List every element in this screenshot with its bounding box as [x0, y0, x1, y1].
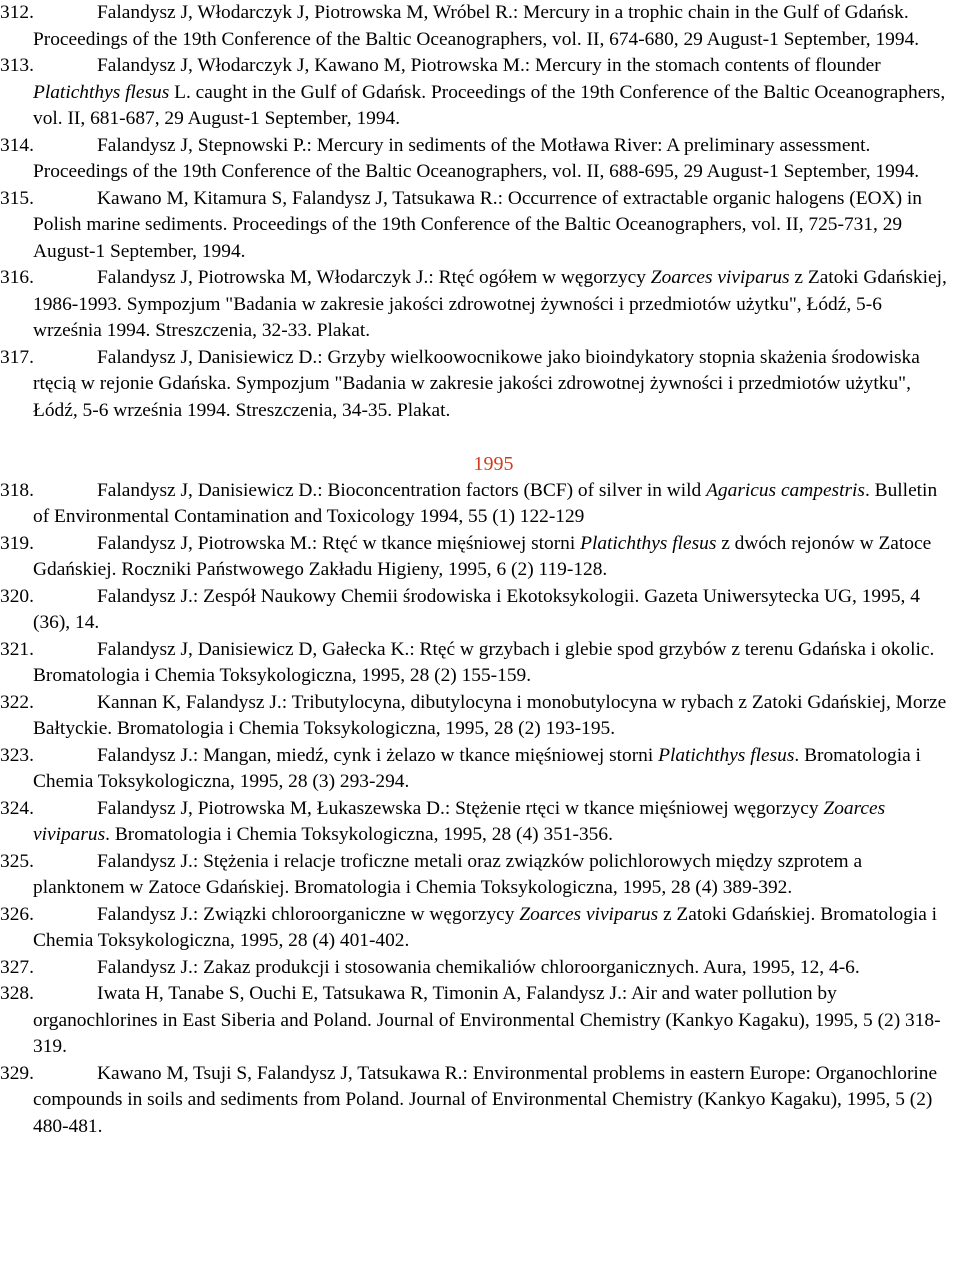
entry-authors: Falandysz J.	[97, 903, 193, 925]
entry-number: 327.	[0, 956, 34, 978]
entry-authors: Falandysz J, Piotrowska M, Włodarczyk J.	[97, 267, 429, 288]
entry-authors: Falandysz J.	[97, 956, 193, 978]
section-spacer	[33, 424, 954, 451]
entry-number: 323.	[0, 744, 34, 766]
species-name: Zoarces viviparus	[33, 797, 886, 845]
entry-text: : Mercury in sediments of the Motława River: A preliminary assessment. Proceedings of the 19th Conference of the Baltic Oceanographers, vol. II, 688-695, 29 August-1 September, 1994.	[33, 134, 920, 182]
entry-text: : Zespół Naukowy Chemii środowiska i Ekotoksykologii. Gazeta Uniwersytecka UG, 1995, 4 (36), 14.	[33, 585, 920, 633]
entry-authors: Falandysz J, Danisiewicz D.	[97, 479, 318, 501]
entry-text: : Stężenie rtęci w tkance mięśniowej węgorzycy	[444, 797, 824, 819]
entry-text: z dwóch rejonów w Zatoce Gdańskiej. Roczniki Państwowego Zakładu Higieny, 1995, 6 (2) 119-128.	[33, 532, 932, 580]
entry-text: : Stężenia i relacje troficzne metali oraz związków polichlorowych między szprotem a planktonem w Zatoce Gdańskiej. Bromatologia i Chemia Toksykologiczna, 1995, 28 (4) 389-392.	[33, 850, 863, 898]
entry-text: : Związki chloroorganiczne w węgorzycy	[192, 903, 520, 925]
entry-authors: Iwata H, Tanabe S, Ouchi E, Tatsukawa R, Timonin A, Falandysz J.	[97, 983, 622, 1004]
entry-authors: Falandysz J, Włodarczyk J, Kawano M, Piotrowska M.	[97, 55, 525, 76]
entry-text: : Environmental problems in eastern Europe: Organochlorine compounds in soils and sediments from Poland. Journal of Environmental Chemistry (Kankyo Kagaku), 1995, 5 (2) 480-481.	[33, 1062, 938, 1137]
entry-number: 320.	[0, 585, 34, 607]
bibliography-entry	[0, 743, 954, 796]
bibliography-entry	[0, 265, 954, 345]
entry-text: : Tributylocyna, dibutylocyna i monobutylocyna w rybach z Zatoki Gdańskiej, Morze Bałtyckie. Bromatologia i Chemia Toksykologiczna, 1995, 28 (2) 193-195.	[33, 691, 947, 739]
entry-authors: Falandysz J.	[97, 850, 193, 872]
entry-number: 326.	[0, 903, 34, 925]
bibliography-entry	[0, 0, 954, 53]
bibliography-entry	[0, 690, 954, 743]
entries-1994	[0, 0, 954, 424]
entry-authors: Falandysz J, Danisiewicz D.	[97, 346, 318, 368]
entry-authors: Kannan K, Falandysz J.	[97, 691, 282, 713]
bibliography-entry	[0, 849, 954, 902]
species-name: Platichthys flesus	[658, 744, 795, 766]
entry-authors: Falandysz J, Stepnowski P.	[97, 134, 307, 156]
entry-authors: Falandysz J, Włodarczyk J, Piotrowska M, Wróbel R.	[97, 2, 513, 23]
entry-number: 328.	[0, 983, 34, 1004]
entry-text: z Zatoki Gdańskiej, 1986-1993. Sympozjum "Badania w zakresie jakości zdrowotnej żywności i przedmiotów użytku", Łódź, 5-6 września 1994. Streszczenia, 32-33. Plakat.	[33, 267, 947, 341]
entry-number: 322.	[0, 691, 34, 713]
bibliography-entry	[0, 53, 954, 133]
bibliography-entry	[0, 186, 954, 266]
species-name: Zoarces viviparus	[519, 903, 659, 925]
entries-1995	[0, 478, 954, 1141]
entry-number: 324.	[0, 797, 34, 819]
entry-text: : Mangan, miedź, cynk i żelazo w tkance mięśniowej storni	[192, 744, 659, 766]
entry-text: . Bromatologia i Chemia Toksykologiczna, 1995, 28 (3) 293-294.	[33, 744, 921, 792]
entry-authors: Falandysz J.	[97, 744, 193, 766]
entry-number: 317.	[0, 346, 34, 368]
entry-authors: Falandysz J, Piotrowska M, Łukaszewska D.	[97, 797, 445, 819]
entry-authors: Falandysz J.	[97, 585, 193, 607]
entry-text: : Grzyby wielkoowocnikowe jako bioindykatory stopnia skażenia środowiska rtęcią w rejonie Gdańska. Sympozjum "Badania w zakresie jakości zdrowotnej żywności i przedmiotów użytku", Łódź, 5-6 września 1994. Streszczenia, 34-35. Plakat.	[33, 346, 920, 421]
year-heading: 1995	[473, 453, 514, 475]
entry-text: z Zatoki Gdańskiej. Bromatologia i Chemia Toksykologiczna, 1995, 28 (4) 401-402.	[33, 903, 938, 951]
bibliography-entry	[0, 796, 954, 849]
entry-number: 312.	[0, 2, 34, 23]
bibliography-entry	[0, 531, 954, 584]
entry-text: : Bioconcentration factors (BCF) of silver in wild	[317, 479, 707, 501]
entry-number: 325.	[0, 850, 34, 872]
entry-text: : Rtęć w tkance mięśniowej storni	[311, 532, 581, 554]
entry-number: 313.	[0, 55, 34, 76]
bibliography-entry	[0, 584, 954, 637]
entry-authors: Falandysz J, Piotrowska M.	[97, 532, 312, 554]
entry-text: : Rtęć w grzybach i glebie spod grzybów z terenu Gdańska i okolic. Bromatologia i Chemia Toksykologiczna, 1995, 28 (2) 155-159.	[33, 638, 935, 686]
bibliography-entry	[0, 637, 954, 690]
entry-text: : Mercury in the stomach contents of flounder	[524, 55, 881, 76]
bibliography-entry	[0, 133, 954, 186]
entry-text: : Mercury in a trophic chain in the Gulf of Gdańsk. Proceedings of the 19th Conference of the Baltic Oceanographers, vol. II, 674-680, 29 August-1 September, 1994.	[33, 2, 920, 50]
entry-text: . Bulletin of Environmental Contamination and Toxicology 1994, 55 (1) 122-129	[33, 479, 938, 527]
entry-number: 321.	[0, 638, 34, 660]
bibliography-entry	[0, 345, 954, 425]
bibliography-entry	[0, 1061, 954, 1141]
entry-text: : Zakaz produkcji i stosowania chemikaliów chloroorganicznych. Aura, 1995, 12, 4-6.	[192, 956, 860, 978]
species-name: Agaricus campestris	[706, 479, 865, 501]
entry-number: 318.	[0, 479, 34, 501]
bibliography-entry	[0, 478, 954, 531]
entry-number: 314.	[0, 134, 34, 156]
entry-text: L. caught in the Gulf of Gdańsk. Proceedings of the 19th Conference of the Baltic Oceanographers, vol. II, 681-687, 29 August-1 September, 1994.	[33, 81, 946, 129]
entry-number: 315.	[0, 187, 34, 209]
bibliography-entry	[0, 981, 954, 1061]
entry-authors: Kawano M, Tsuji S, Falandysz J, Tatsukawa R.	[97, 1062, 463, 1084]
entry-number: 316.	[0, 267, 34, 288]
entry-number: 319.	[0, 532, 34, 554]
entry-authors: Kawano M, Kitamura S, Falandysz J, Tatsukawa R.	[97, 187, 498, 209]
bibliography-entry	[0, 955, 954, 982]
entry-text: : Occurrence of extractable organic halogens (EOX) in Polish marine sediments. Proceedings of the 19th Conference of the Baltic Oceanographers, vol. II, 725-731, 29 August-1 September, 1994.	[33, 187, 923, 262]
entry-number: 329.	[0, 1062, 34, 1084]
entry-authors: Falandysz J, Danisiewicz D, Gałecka K.	[97, 638, 410, 660]
species-name: Zoarces viviparus	[650, 267, 790, 288]
entry-text: : Air and water pollution by organochlorines in East Siberia and Poland. Journal of Environmental Chemistry (Kankyo Kagaku), 1995, 5 (2) 318-319.	[33, 983, 941, 1057]
entry-text: . Bromatologia i Chemia Toksykologiczna, 1995, 28 (4) 351-356.	[105, 824, 613, 845]
bibliography-entry	[0, 902, 954, 955]
species-name: Platichthys flesus	[33, 81, 170, 103]
species-name: Platichthys flesus	[580, 532, 717, 554]
entry-text: : Rtęć ogółem w węgorzycy	[428, 267, 651, 288]
